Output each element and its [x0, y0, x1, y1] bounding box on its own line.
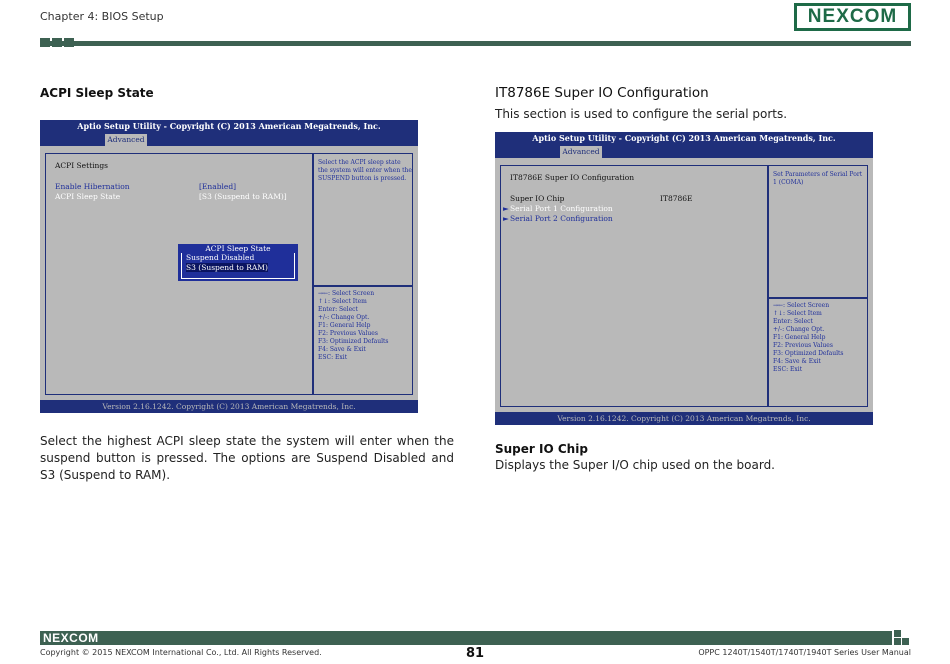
right-subtext: Displays the Super I/O chip used on the board.: [495, 458, 775, 472]
key-hint: +/-: Change Opt.: [318, 314, 370, 321]
key-hint: F3: Optimized Defaults: [318, 338, 389, 345]
key-hint: ↑↓: Select Item: [318, 298, 367, 305]
bios-help-panel: [768, 165, 868, 298]
key-hint: +/-: Change Opt.: [773, 326, 825, 333]
key-hint: F4: Save & Exit: [318, 346, 366, 353]
bios-main-panel: [500, 165, 768, 407]
key-hint: F2: Previous Values: [773, 342, 833, 349]
key-hint: Enter: Select: [318, 306, 358, 313]
left-heading: ACPI Sleep State: [40, 86, 154, 100]
nexcom-logo: [794, 3, 911, 31]
key-hint: F4: Save & Exit: [773, 358, 821, 365]
popup-option-suspend-disabled[interactable]: Suspend Disabled: [186, 253, 255, 262]
key-hint: ESC: Exit: [773, 366, 803, 373]
key-hint: ↑↓: Select Item: [773, 310, 822, 317]
popup-title: ACPI Sleep State: [205, 244, 271, 253]
help-line: the system will enter when the: [318, 167, 412, 174]
footer-logo: NEXCOM: [43, 631, 99, 645]
key-hint: Enter: Select: [773, 318, 813, 325]
bios-help-panel: [313, 153, 413, 286]
bios-footer: Version 2.16.1242. Copyright (C) 2013 American Megatrends, Inc.: [495, 412, 873, 425]
item-label-hibernation[interactable]: Enable Hibernation: [55, 182, 130, 191]
header-rule: [40, 41, 911, 46]
help-line: Set Parameters of Serial Port: [773, 171, 863, 178]
footer-bar: [40, 631, 892, 645]
tab-advanced[interactable]: Advanced: [560, 146, 602, 158]
sleep-state-popup: [178, 244, 298, 281]
item-value-sleep-state[interactable]: [S3 (Suspend to RAM)]: [199, 192, 287, 201]
chip-label: Super IO Chip: [510, 194, 565, 203]
bios-footer: Version 2.16.1242. Copyright (C) 2013 American Megatrends, Inc.: [40, 400, 418, 413]
help-line: SUSPEND button is pressed.: [318, 175, 407, 182]
manual-title: OPPC 1240T/1540T/1740T/1940T Series User Manual: [698, 648, 911, 657]
copyright: Copyright © 2015 NEXCOM International Co., Ltd. All Rights Reserved.: [40, 648, 322, 657]
item-label-sleep-state[interactable]: ACPI Sleep State: [55, 192, 121, 201]
bios-screen-superio: [495, 132, 873, 425]
section-title: ACPI Settings: [55, 161, 109, 170]
key-hint: →←: Select Screen: [773, 302, 830, 309]
bios-keys-panel: [768, 298, 868, 407]
help-line: 1 (COMA): [773, 179, 804, 186]
item-value-hibernation[interactable]: [Enabled]: [199, 182, 237, 191]
tab-advanced[interactable]: Advanced: [105, 134, 147, 146]
right-subheading: Super IO Chip: [495, 442, 588, 456]
arrow-icon: ►: [503, 204, 509, 213]
bios-keys-panel: [313, 286, 413, 395]
key-hint: F1: General Help: [318, 322, 371, 329]
key-hint: F3: Optimized Defaults: [773, 350, 844, 357]
popup-option-s3[interactable]: S3 (Suspend to RAM): [186, 263, 268, 272]
help-line: Select the ACPI sleep state: [318, 159, 401, 166]
key-hint: ESC: Exit: [318, 354, 348, 361]
bios-title: Aptio Setup Utility - Copyright (C) 2013 American Megatrends, Inc.: [495, 132, 873, 145]
key-hint: F2: Previous Values: [318, 330, 378, 337]
bios-tabbar: [495, 145, 873, 158]
bios-tabbar: [40, 133, 418, 146]
chip-value: IT8786E: [660, 194, 693, 203]
link-serial-port-1[interactable]: Serial Port 1 Configuration: [510, 204, 613, 213]
left-paragraph: Select the highest ACPI sleep state the system will enter when the suspend button is pressed. The options are Suspend Disabled and S3 (Suspend to RAM).: [40, 434, 454, 482]
link-serial-port-2[interactable]: Serial Port 2 Configuration: [510, 214, 613, 223]
page-number: 81: [466, 646, 485, 661]
key-hint: →←: Select Screen: [318, 290, 375, 297]
right-intro: This section is used to configure the serial ports.: [495, 107, 788, 121]
key-hint: F1: General Help: [773, 334, 826, 341]
chapter-title: Chapter 4: BIOS Setup: [40, 10, 164, 23]
section-title: IT8786E Super IO Configuration: [510, 173, 635, 182]
right-heading: IT8786E Super IO Configuration: [495, 85, 709, 101]
footer-decoration: [894, 630, 912, 646]
logo-text: NEXCOM: [797, 6, 908, 28]
bios-title: Aptio Setup Utility - Copyright (C) 2013 American Megatrends, Inc.: [40, 120, 418, 133]
arrow-icon: ►: [503, 214, 509, 223]
